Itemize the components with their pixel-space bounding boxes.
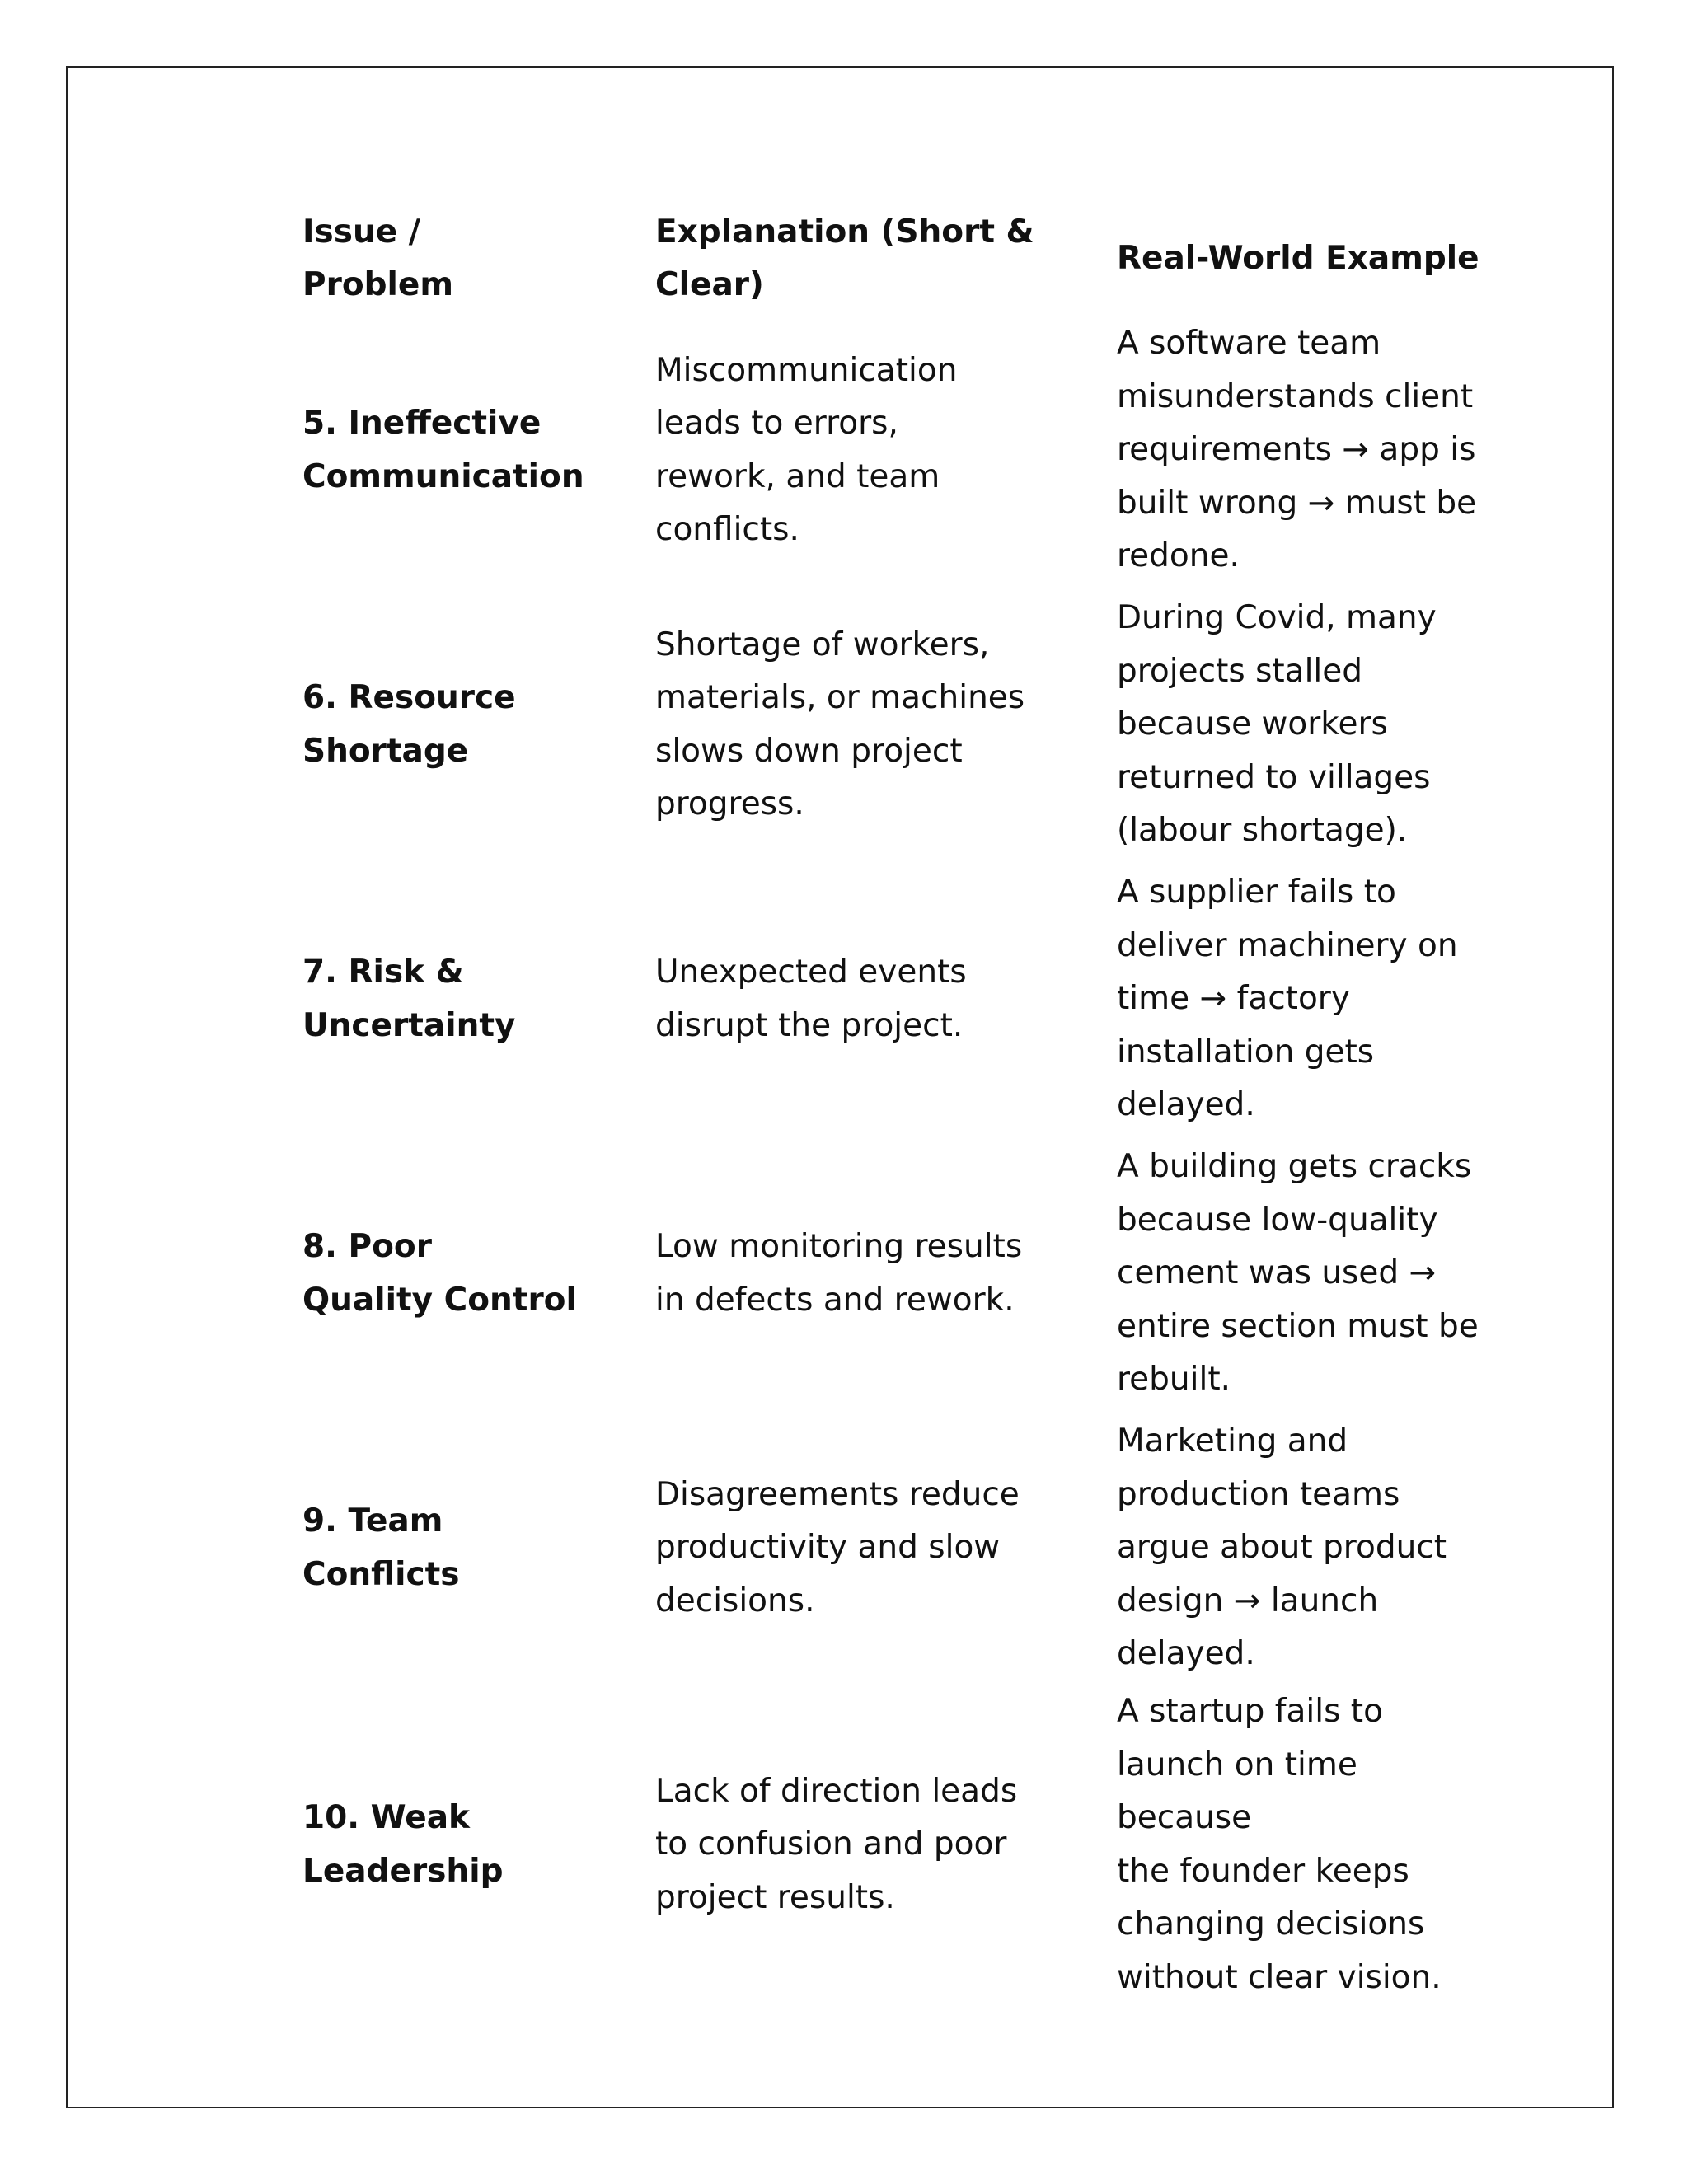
example-cell: A supplier fails to deliver machinery on time → factory installation gets delayed. (1117, 874, 1458, 1124)
explanation-cell: Miscommunication leads to errors, rework, and team conflicts. (655, 351, 958, 548)
explanation-cell: Unexpected events disrupt the project. (655, 954, 967, 1044)
explanation-cell: Lack of direction leads to confusion and poor project results. (655, 1772, 1018, 1916)
header-issue: Issue / Problem (302, 213, 453, 303)
table-row (302, 1137, 1481, 1411)
header-example: Real-World Example (1117, 239, 1479, 277)
header-explanation: Explanation (Short & Clear) (655, 213, 1034, 303)
example-cell: A startup fails to launch on time because the founder keeps changing decisions without clear vision. (1117, 1693, 1442, 1996)
explanation-cell: Shortage of workers, materials, or machines slows down project progress. (655, 626, 1025, 823)
table-header-row (302, 204, 1481, 313)
table-row (302, 313, 1481, 588)
table-row (302, 588, 1481, 862)
issue-cell: 10. Weak Leadership (302, 1799, 504, 1890)
example-cell: During Covid, many projects stalled because workers returned to villages (labour shortage). (1117, 599, 1437, 850)
table-row (302, 1685, 1481, 1996)
issue-cell: 6. Resource Shortage (302, 679, 516, 770)
example-cell: A software team misunderstands client requirements → app is built wrong → must be redone. (1117, 325, 1477, 575)
issues-table (302, 204, 1481, 1996)
issue-cell: 5. Ineffective Communication (302, 405, 584, 495)
explanation-cell: Low monitoring results in defects and rework. (655, 1228, 1023, 1319)
table-row (302, 862, 1481, 1137)
table-row (302, 1411, 1481, 1685)
explanation-cell: Disagreements reduce productivity and slow decisions. (655, 1475, 1020, 1619)
issue-cell: 7. Risk & Uncertainty (302, 954, 516, 1044)
issue-cell: 8. Poor Quality Control (302, 1228, 577, 1319)
example-cell: Marketing and production teams argue about product design → launch delayed. (1117, 1422, 1447, 1673)
example-cell: A building gets cracks because low-quality cement was used → entire section must be rebuilt. (1117, 1148, 1479, 1399)
issue-cell: 9. Team Conflicts (302, 1502, 460, 1593)
